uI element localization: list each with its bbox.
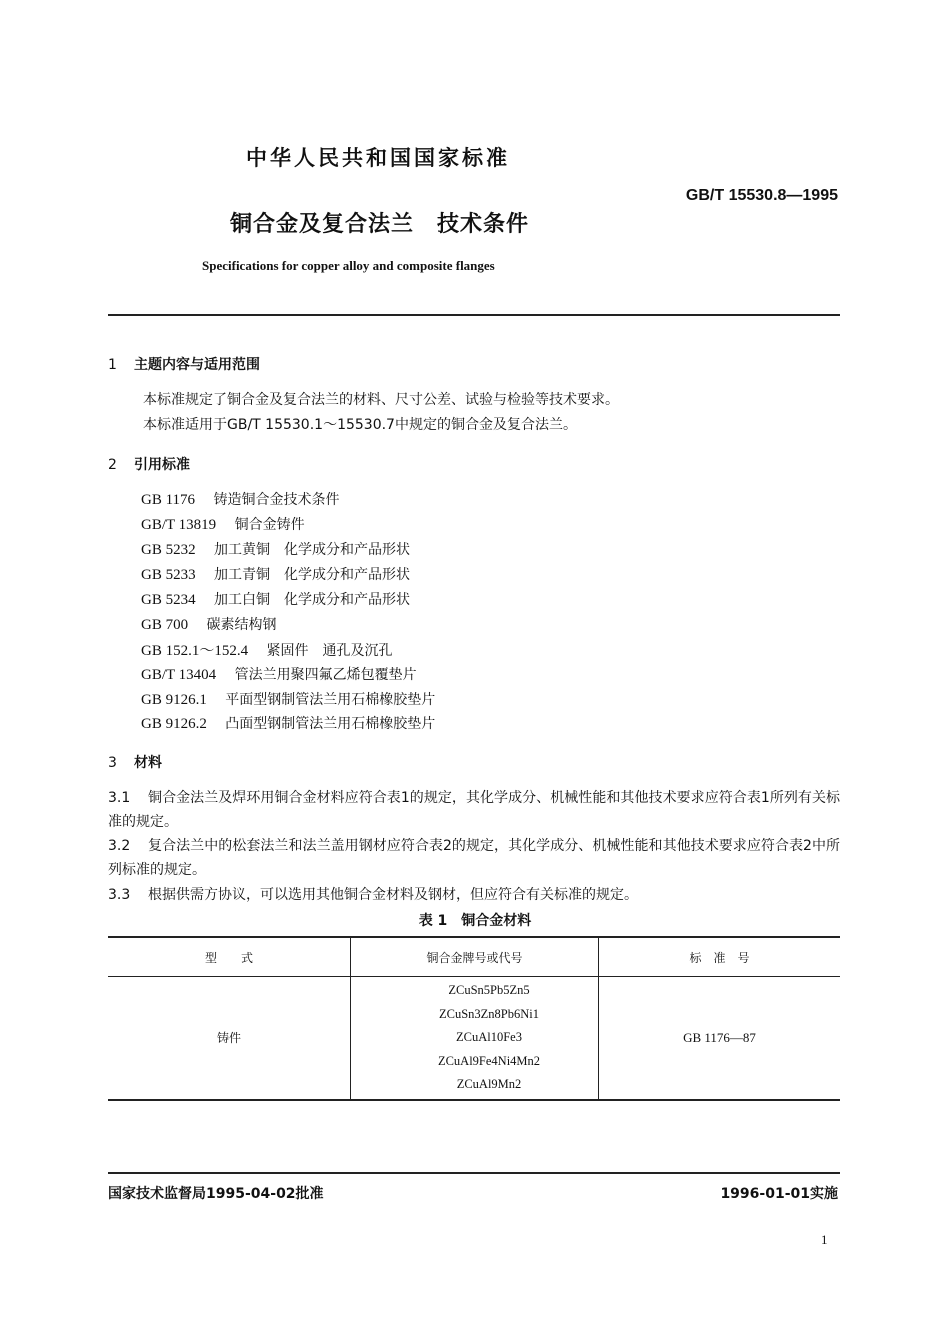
page-number: 1 [821,1232,828,1247]
reference-item [141,589,410,609]
reference-code: GB 5233 [141,567,196,583]
header-divider [108,314,840,316]
alloy-grade: ZCuSn3Zn8Pb6Ni1 [438,1006,539,1021]
form-cell: 铸件 [108,977,351,1100]
reference-code: GB 1176 [141,492,196,508]
clause-text: 铜合金法兰及焊环用铜合金材料应符合表1的规定，其化学成分、机械性能和其他技术要求应符合表1所列有关标准的规定。 [108,790,840,830]
table-row [108,977,840,1100]
standard-code: GB/T 15530.8—1995 [685,187,838,204]
reference-item [141,689,435,709]
reference-name: 紧固件 通孔及沉孔 [266,643,393,659]
reference-name: 管法兰用聚四氟乙烯包覆垫片 [234,667,417,683]
standard-cell: GB 1176—87 [599,977,841,1100]
reference-name: 铸造铜合金技术条件 [213,492,340,508]
clause-text: 复合法兰中的松套法兰和法兰盖用钢材应符合表2的规定，其化学成分、机械性能和其他技术要求应符合表2中所列标准的规定。 [108,838,840,878]
reference-name: 铜合金铸件 [234,517,305,533]
section-number: 3 [108,755,117,771]
clause-3-1 [108,786,840,834]
section-title: 材料 [134,755,162,771]
clause-number: 3.2 [108,838,131,854]
alloy-grade: ZCuSn5Pb5Zn5 [448,983,530,997]
title-english: Specifications for copper alloy and composite flanges [202,258,495,273]
section-title: 引用标准 [134,457,190,473]
clause-text: 根据供需方协议，可以选用其他铜合金材料及钢材，但应符合有关标准的规定。 [148,887,638,903]
reference-item [141,489,339,509]
approval-text: 国家技术监督局1995-04-02批准 [108,1186,324,1202]
section-title: 主题内容与适用范围 [134,357,260,373]
alloy-grade: ZCuAl9Fe4Ni4Mn2 [437,1053,541,1068]
reference-name: 加工青铜 化学成分和产品形状 [214,567,411,583]
reference-code: GB 9126.2 [141,716,207,732]
reference-item [141,514,305,534]
reference-code: GB 152.1～152.4 [141,643,249,659]
reference-item [141,539,410,559]
reference-item [141,713,435,733]
reference-code: GB 5232 [141,542,196,558]
title-chinese: 铜合金及复合法兰 技术条件 [230,212,530,237]
clause-3-2 [108,834,840,882]
effective-date: 1996-01-01实施 [720,1186,838,1202]
section-number: 1 [108,357,117,373]
clause-number: 3.1 [108,790,131,806]
reference-name: 加工白铜 化学成分和产品形状 [214,592,411,608]
section-2-heading [108,454,190,474]
section-3-heading [108,752,162,772]
copper-alloy-table [108,936,840,1101]
grades-cell [351,977,599,1100]
reference-code: GB/T 13404 [141,667,217,683]
footer-divider [108,1172,840,1174]
reference-name: 碳素结构钢 [206,617,277,633]
reference-item [141,614,277,634]
reference-code: GB 9126.1 [141,692,207,708]
clause-number: 3.3 [108,887,131,903]
reference-code: GB 700 [141,617,189,633]
reference-code: GB 5234 [141,592,196,608]
standard-name: 中华人民共和国国家标准 [246,146,510,170]
reference-name: 凸面型钢制管法兰用石棉橡胶垫片 [225,716,436,732]
table-header-row [108,937,840,977]
reference-name: 加工黄铜 化学成分和产品形状 [214,542,411,558]
paragraph: 本标准规定了铜合金及复合法兰的材料、尺寸公差、试验与检验等技术要求。 [143,392,619,408]
alloy-grade: ZCuAl9Mn2 [456,1077,522,1091]
alloy-grade: ZCuAl10Fe3 [456,1030,522,1044]
reference-item [141,564,410,584]
section-1-heading [108,354,260,374]
reference-code: GB/T 13819 [141,517,217,533]
column-header: 型 式 [108,937,351,977]
reference-name: 平面型钢制管法兰用石棉橡胶垫片 [225,692,436,708]
column-header: 标 准 号 [599,937,841,977]
table-caption: 表 1 铜合金材料 [418,913,532,929]
reference-item [141,664,417,684]
section-number: 2 [108,457,117,473]
clause-3-3 [108,883,840,907]
column-header: 铜合金牌号或代号 [351,937,599,977]
reference-item [141,639,393,660]
paragraph: 本标准适用于GB/T 15530.1～15530.7中规定的铜合金及复合法兰。 [143,417,577,433]
